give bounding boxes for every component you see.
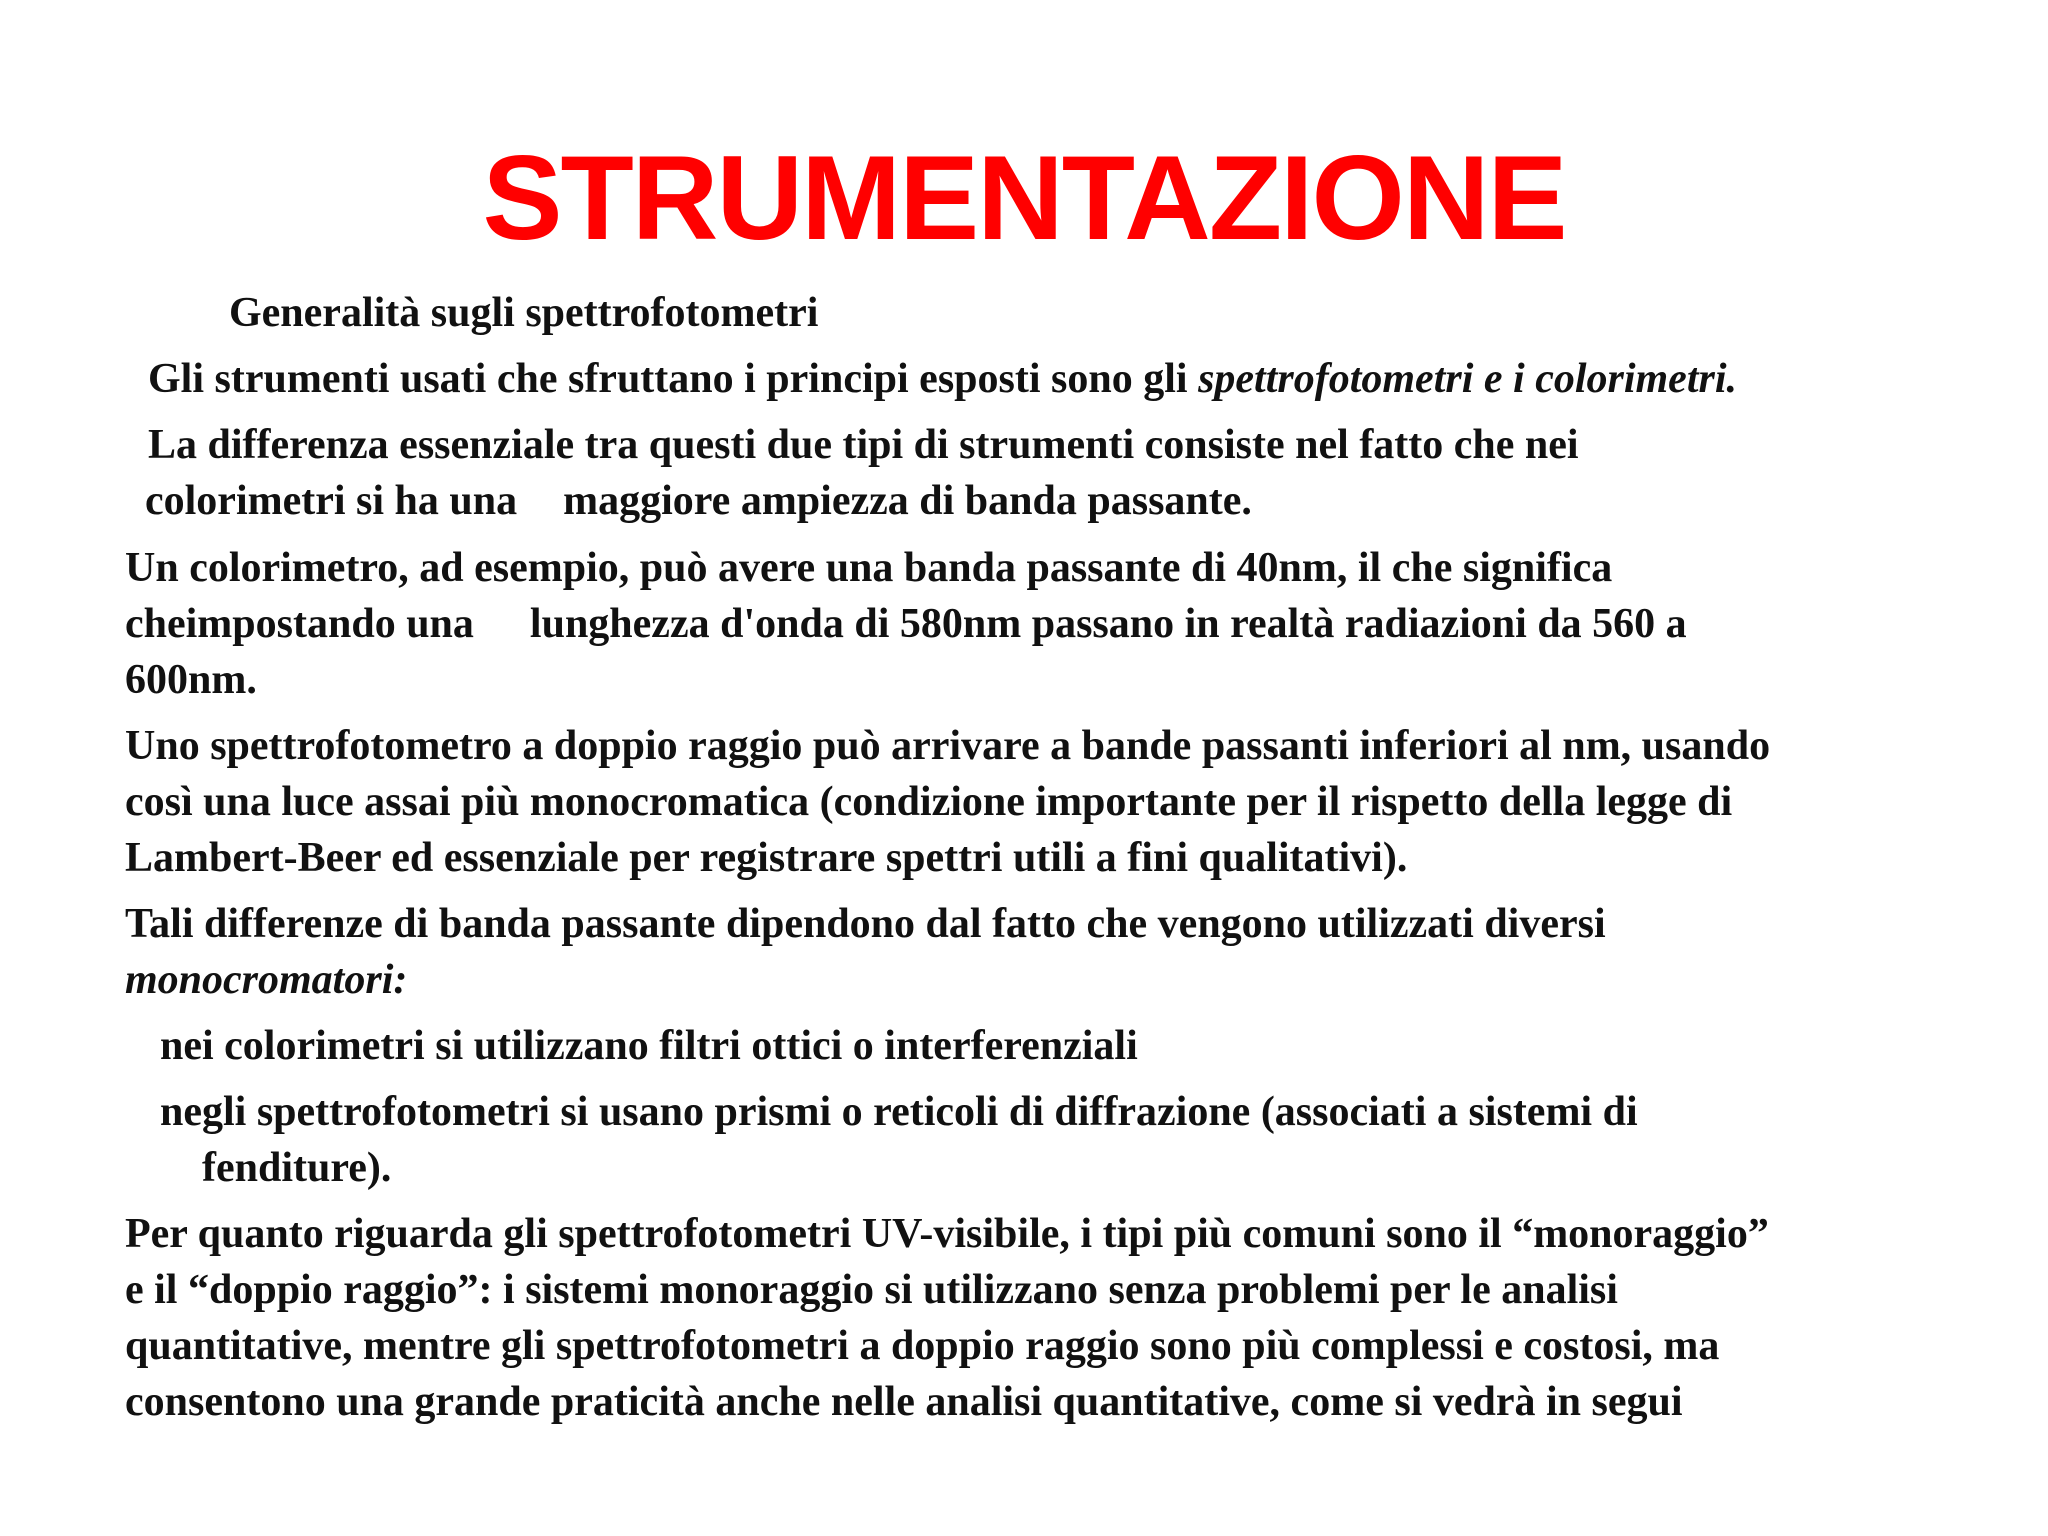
paragraph-5-line-2: monocromatori: xyxy=(125,957,408,1003)
paragraph-3-line-3: 600nm. xyxy=(125,657,257,703)
paragraph-3-line-2 xyxy=(125,599,1687,649)
paragraph-3-line-1: Un colorimetro, ad esempio, può avere una banda passante di 40nm, il che significa xyxy=(125,545,1613,591)
paragraph-6-line-3: quantitative, mentre gli spettrofotometri a doppio raggio sono più complessi e costosi, ma xyxy=(125,1323,1720,1369)
paragraph-2-line-2-b: maggiore ampiezza di banda passante. xyxy=(563,478,1252,524)
bullet-item-2-line-2: fenditure). xyxy=(202,1145,392,1191)
paragraph-1 xyxy=(148,354,1737,404)
paragraph-4-line-1: Uno spettrofotometro a doppio raggio può arrivare a bande passanti inferiori al nm, usando xyxy=(125,723,1771,769)
bullet-item-2-line-1: negli spettrofotometri si usano prismi o reticoli di diffrazione (associati a sistemi di xyxy=(160,1089,1638,1135)
bullet-item-1: nei colorimetri si utilizzano filtri ottici o interferenziali xyxy=(160,1023,1138,1069)
paragraph-3-line-2-b: lunghezza d'onda di 580nm passano in realtà radiazioni da 560 a xyxy=(529,601,1687,647)
paragraph-6-line-2: e il “doppio raggio”: i sistemi monoraggio si utilizzano senza problemi per le analisi xyxy=(125,1267,1618,1313)
paragraph-3-line-2-a: cheimpostando una xyxy=(125,601,474,647)
paragraph-2-line-1: La differenza essenziale tra questi due tipi di strumenti consiste nel fatto che nei xyxy=(148,422,1579,468)
paragraph-5-line-1: Tali differenze di banda passante dipendono dal fatto che vengono utilizzati diversi xyxy=(125,901,1606,947)
paragraph-6-line-1: Per quanto riguarda gli spettrofotometri UV-visibile, i tipi più comuni sono il “monoraggio” xyxy=(125,1211,1769,1257)
slide-title: STRUMENTAZIONE xyxy=(482,131,1566,265)
subtitle: Generalità sugli spettrofotometri xyxy=(229,290,819,336)
paragraph-6-line-4: consentono una grande praticità anche nelle analisi quantitative, come si vedrà in segui xyxy=(125,1379,1683,1425)
paragraph-4-line-2: così una luce assai più monocromatica (condizione importante per il rispetto della legge di xyxy=(125,779,1733,825)
paragraph-1-emphasis: spettrofotometri e i colorimetri. xyxy=(1198,356,1738,402)
paragraph-4-line-3: Lambert-Beer ed essenziale per registrare spettri utili a fini qualitativi). xyxy=(125,835,1408,881)
paragraph-2-line-2 xyxy=(145,476,1252,526)
paragraph-2-line-2-a: colorimetri si ha una xyxy=(145,478,518,524)
paragraph-1-text: Gli strumenti usati che sfruttano i principi esposti sono gli xyxy=(148,356,1199,402)
